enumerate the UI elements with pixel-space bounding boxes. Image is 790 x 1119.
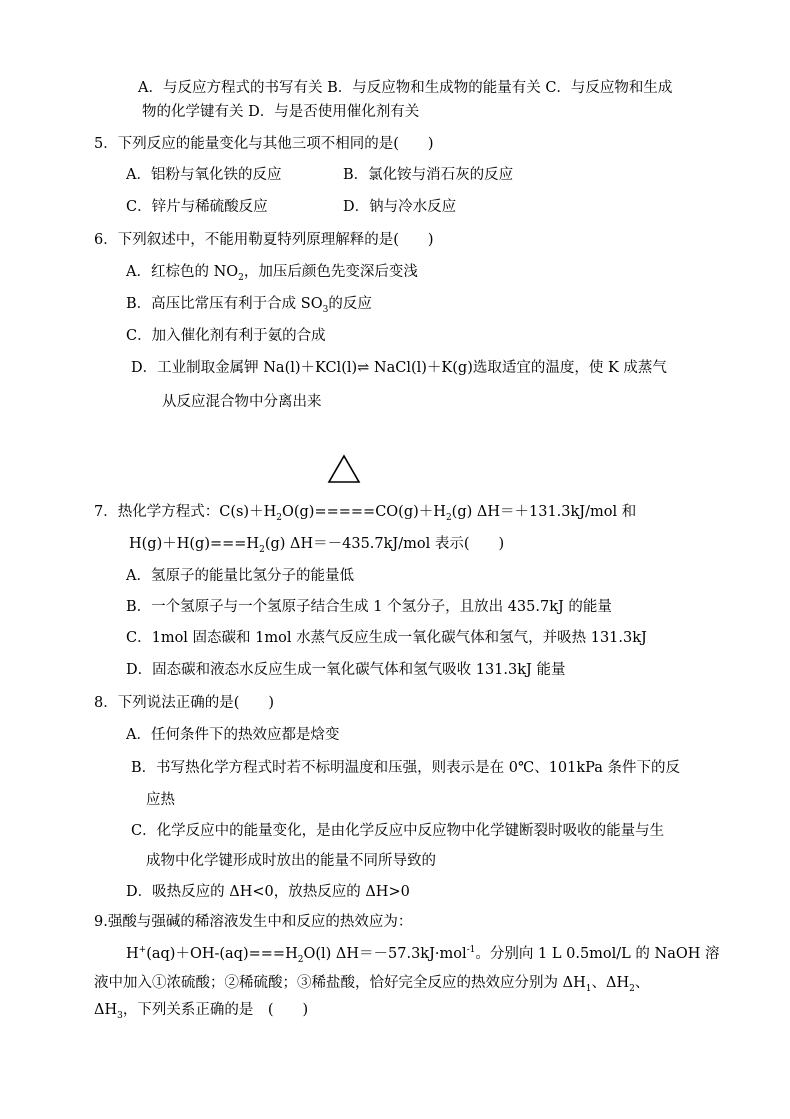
q9-l2-b: 、ΔH bbox=[591, 975, 630, 991]
q8-stem bbox=[94, 693, 274, 713]
q9-l3-b: ，下列关系正确的是 ( ) bbox=[122, 1002, 309, 1018]
q4-options-line2 bbox=[142, 102, 419, 122]
q6-a-pre: A．红棕色的 NO bbox=[126, 264, 239, 280]
q9-l2-a: 液中加入①浓硫酸；②稀硫酸；③稀盐酸，恰好完全反应的热效应分别为 ΔH bbox=[94, 975, 586, 991]
q8-stem-text: 8．下列说法正确的是( ) bbox=[94, 695, 275, 711]
q5-option-d-text: D．钠与冷水反应 bbox=[343, 199, 457, 215]
q8-option-b-line1 bbox=[131, 758, 680, 778]
q5-option-c bbox=[126, 197, 268, 217]
q8-option-d bbox=[126, 882, 410, 902]
q9-line1 bbox=[126, 944, 720, 964]
q9-l1-sub: 2 bbox=[297, 954, 304, 965]
q4-line1-text: A．与反应方程式的书写有关 B．与反应物和生成物的能量有关 C．与反应物和生成 bbox=[138, 80, 673, 96]
q9-stem-text: 9.强酸与强碱的稀溶液发生中和反应的热效应为： bbox=[94, 914, 413, 930]
q9-line2 bbox=[94, 973, 649, 993]
q8-option-b-line2-text: 应热 bbox=[146, 792, 175, 808]
q7-s1: 7．热化学方程式：C(s)＋H bbox=[94, 504, 277, 520]
q5-stem bbox=[94, 134, 434, 154]
q9-l2-sub2: 2 bbox=[629, 983, 635, 994]
q8-option-c-line1 bbox=[131, 821, 664, 841]
q6-option-b bbox=[126, 294, 372, 314]
q9-l1-a: H bbox=[126, 946, 139, 962]
q6-a-post: ，加压后颜色先变深后变浅 bbox=[243, 264, 418, 280]
q7-option-d-text: D．固态碳和液态水反应生成一氧化碳气体和氢气吸收 131.3kJ 能量 bbox=[126, 662, 566, 678]
q7-s1-sub: 2 bbox=[276, 512, 282, 523]
q9-l2-sub1: 1 bbox=[585, 983, 592, 994]
q8-option-a bbox=[126, 725, 339, 745]
q6-option-d-line2-text: 从反应混合物中分离出来 bbox=[162, 394, 322, 410]
q5-option-d bbox=[343, 197, 456, 217]
q9-line3 bbox=[94, 1000, 308, 1020]
q5-option-b-text: B．氯化铵与消石灰的反应 bbox=[343, 167, 514, 183]
q9-l1-sup2: -1 bbox=[466, 945, 476, 956]
q9-stem bbox=[94, 912, 412, 932]
q6-option-c-text: C．加入催化剂有利于氨的合成 bbox=[126, 328, 326, 344]
q6-b-sub: 3 bbox=[322, 304, 329, 315]
triangle-icon bbox=[327, 454, 361, 484]
q7-t2: (g) ΔH＝－435.7kJ/mol 表示( ) bbox=[264, 536, 505, 552]
q5-option-a-text: A．铝粉与氧化铁的反应 bbox=[126, 167, 282, 183]
q6-option-d-line1 bbox=[131, 358, 667, 378]
q7-option-a-text: A．氢原子的能量比氢分子的能量低 bbox=[126, 568, 354, 584]
q8-option-c-line2-text: 成物中化学键形成时放出的能量不同所导致的 bbox=[146, 853, 436, 869]
q8-option-b-line1-text: B．书写热化学方程式时若不标明温度和压强，则表示是在 0℃、101kPa 条件下的反 bbox=[131, 760, 681, 776]
q5-option-a bbox=[126, 165, 281, 185]
q6-option-a bbox=[126, 262, 418, 282]
q9-l2-c: 、 bbox=[634, 975, 650, 991]
q8-option-d-text: D．吸热反应的 ΔH<0，放热反应的 ΔH>0 bbox=[126, 884, 410, 900]
q6-option-d-line2 bbox=[162, 392, 322, 412]
q7-t1-sub: 2 bbox=[259, 544, 265, 555]
q7-t1: H(g)＋H(g)===H bbox=[129, 536, 260, 552]
q7-stem-line1 bbox=[94, 502, 636, 522]
q7-s2-sub: 2 bbox=[445, 512, 452, 523]
q8-option-b-line2 bbox=[146, 790, 175, 810]
q7-s3: (g) ΔH＝＋131.3kJ/mol 和 bbox=[451, 504, 637, 520]
q4-line2-text: 物的化学键有关 D．与是否使用催化剂有关 bbox=[142, 104, 420, 120]
q9-l1-b: (aq)＋OH-(aq)===H bbox=[146, 946, 298, 962]
q6-a-sub: 2 bbox=[238, 272, 244, 283]
q5-option-c-text: C．锌片与稀硫酸反应 bbox=[126, 199, 268, 215]
q6-stem-text: 6．下列叙述中，不能用勒夏特列原理解释的是( ) bbox=[94, 232, 434, 248]
q6-b-pre: B．高压比常压有利于合成 SO bbox=[126, 296, 323, 312]
q9-l3-a: ΔH bbox=[94, 1002, 118, 1018]
q6-stem bbox=[94, 230, 434, 250]
q7-stem-line2 bbox=[129, 534, 504, 554]
q7-option-c-text: C．1mol 固态碳和 1mol 水蒸气反应生成一氧化碳气体和氢气，并吸热 131.3kJ bbox=[126, 630, 647, 646]
q7-option-c bbox=[126, 628, 647, 648]
q9-l1-sup: + bbox=[138, 945, 147, 956]
q8-option-c-line1-text: C．化学反应中的能量变化，是由化学反应中反应物中化学键断裂时吸收的能量与生 bbox=[131, 823, 665, 839]
q6-option-c bbox=[126, 326, 326, 346]
q7-option-b-text: B．一个氢原子与一个氢原子结合生成 1 个氢分子，且放出 435.7kJ 的能量 bbox=[126, 599, 612, 615]
q6-b-post: 的反应 bbox=[328, 296, 372, 312]
q9-l3-sub: 3 bbox=[117, 1010, 123, 1021]
q7-option-a bbox=[126, 566, 354, 586]
q7-option-b bbox=[126, 597, 612, 617]
q7-s2: O(g)=====CO(g)＋H bbox=[281, 504, 446, 520]
q6-option-d-line1-text: D．工业制取金属钾 Na(l)＋KCl(l)⇌ NaCl(l)＋K(g)选取适宜的温度，使 K 成蒸气 bbox=[131, 360, 667, 376]
q4-options-line1 bbox=[138, 78, 672, 98]
q9-l1-c: O(l) ΔH＝－57.3kJ·mol bbox=[303, 946, 467, 962]
q7-option-d bbox=[126, 660, 565, 680]
q5-stem-text: 5．下列反应的能量变化与其他三项不相同的是( ) bbox=[94, 136, 434, 152]
q5-option-b bbox=[343, 165, 513, 185]
q9-l1-d: 。分别向 1 L 0.5mol/L 的 NaOH 溶 bbox=[475, 946, 720, 962]
q8-option-c-line2 bbox=[146, 851, 436, 871]
q8-option-a-text: A．任何条件下的热效应都是焓变 bbox=[126, 727, 340, 743]
